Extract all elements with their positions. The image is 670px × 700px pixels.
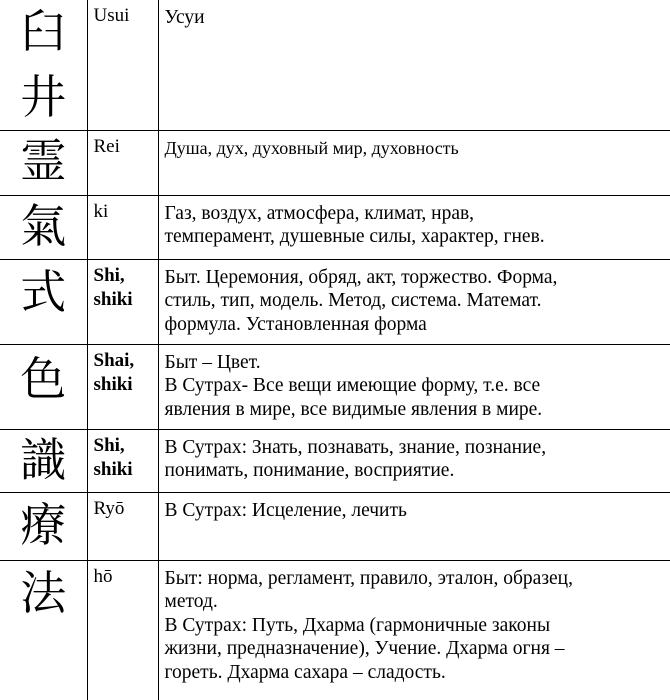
kanji-cell <box>0 560 87 700</box>
meaning-line: В Сутрах: Путь, Дхарма (гармоничные законы <box>164 614 551 636</box>
table-row <box>0 259 670 344</box>
meaning-line: Душа, дух, духовный мир, духовность <box>164 137 459 158</box>
kanji-cell <box>0 344 87 429</box>
reading-cell: Usui <box>87 0 158 130</box>
meaning-line: Быт – Цвет. <box>164 351 261 373</box>
reading-cell: Rei <box>87 130 158 195</box>
meaning-line: жизни, предназначение), Учение. Дхарма огня – <box>164 638 565 659</box>
reading-line: shiki <box>93 458 133 480</box>
meaning-line: темперамент, душевные силы, характер, гнев. <box>164 226 545 247</box>
meaning-line: метод. <box>164 591 218 612</box>
meaning-cell <box>158 195 670 259</box>
kanji-char: 井 <box>20 70 67 124</box>
kanji-char: 識 <box>20 432 67 487</box>
kanji-cell <box>0 130 87 195</box>
meaning-cell <box>158 560 670 700</box>
reading-line: shiki <box>93 373 133 395</box>
meaning-line: гореть. Дхарма сахара – сладость. <box>164 661 446 683</box>
meaning-line: В Сутрах- Все вещи имеющие форму, т.е. все <box>164 375 541 396</box>
meaning-cell <box>158 259 670 344</box>
reading-cell <box>87 344 158 429</box>
meaning-line: В Сутрах: Знать, познавать, знание, познание, <box>164 436 547 458</box>
table-row <box>0 492 670 560</box>
meaning-line: формула. Установленная форма <box>164 313 427 335</box>
meaning-line: Газ, воздух, атмосфера, климат, нрав, <box>164 202 475 224</box>
reading-line: Shai, <box>93 349 135 371</box>
kanji-char: 色 <box>20 351 67 406</box>
meaning-line: Быт: норма, регламент, правило, эталон, образец, <box>164 567 573 589</box>
meaning-line: понимать, понимание, восприятие. <box>164 460 455 481</box>
kanji-char: 療 <box>20 497 67 552</box>
reading-cell <box>87 259 158 344</box>
table-row <box>0 344 670 429</box>
reading-cell: hō <box>87 560 158 700</box>
kanji-cell <box>0 0 87 130</box>
reading-cell: Ryō <box>87 492 158 560</box>
meaning-line: Усуи <box>164 7 205 28</box>
meaning-line: Быт. Церемония, обряд, акт, торжество. Форма, <box>164 266 558 288</box>
meaning-line: стиль, тип, модель. Метод, система. Математ. <box>164 290 542 311</box>
table-row <box>0 429 670 492</box>
kanji-char: 法 <box>20 565 67 620</box>
kanji-char: 式 <box>20 264 67 319</box>
kanji-char: 霊 <box>20 133 67 188</box>
reading-cell: ki <box>87 195 158 259</box>
reading-line: Shi, <box>93 264 125 286</box>
meaning-cell <box>158 429 670 492</box>
table-row <box>0 195 670 259</box>
meaning-cell <box>158 0 670 130</box>
kanji-cell <box>0 492 87 560</box>
meaning-cell <box>158 130 670 195</box>
kanji-cell <box>0 195 87 259</box>
meaning-line: явления в мире, все видимые явления в мире. <box>164 398 543 420</box>
table-row <box>0 560 670 700</box>
reading-line: shiki <box>93 288 133 310</box>
reading-cell <box>87 429 158 492</box>
meaning-cell <box>158 492 670 560</box>
kanji-cell <box>0 429 87 492</box>
meaning-line: В Сутрах: Исцеление, лечить <box>164 499 407 521</box>
kanji-char: 氣 <box>20 198 67 253</box>
reading-line: Shi, <box>93 434 125 456</box>
kanji-cell <box>0 259 87 344</box>
meaning-cell <box>158 344 670 429</box>
kanji-char: 臼 <box>20 4 67 58</box>
table-row <box>0 130 670 195</box>
table-row <box>0 0 670 130</box>
